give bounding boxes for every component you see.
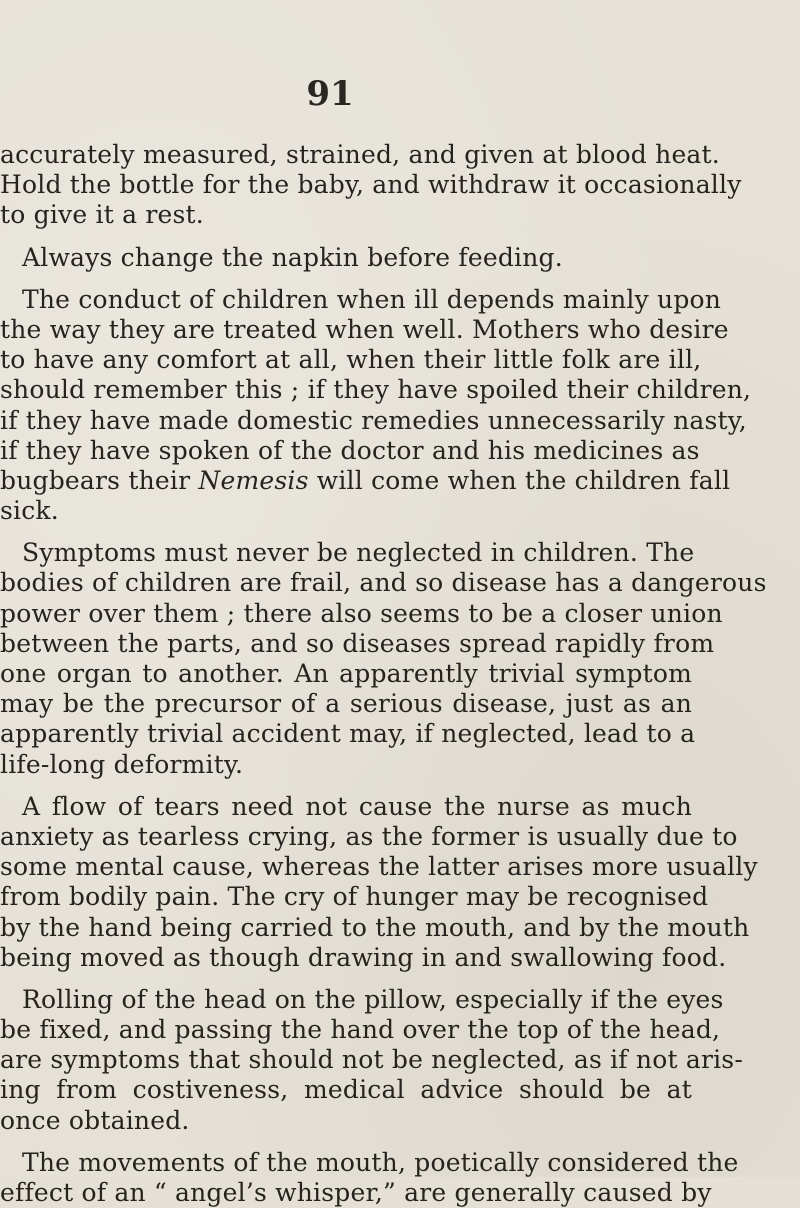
paragraph	[0, 1147, 739, 1208]
text-line: accurately measured, strained, and given at blood heat.	[0, 140, 720, 169]
text-line: the way they are treated when well. Mothers who desire	[0, 314, 729, 344]
paragraph	[0, 538, 767, 780]
text-line: The conduct of children when ill depends mainly upon	[22, 284, 722, 314]
paragraph-gap	[0, 273, 692, 285]
text-line: anxiety as tearless crying, as the former is usually due to	[0, 821, 738, 851]
text-line: Hold the bottle for the baby, and withdraw it occasionally	[0, 170, 742, 200]
text-line: are symptoms that should not be neglected, as if not aris-	[0, 1045, 743, 1075]
text-line: Symptoms must never be neglected in children. The	[22, 538, 695, 568]
text-line: effect of an “ angel’s whisper,” are generally caused by	[0, 1178, 712, 1207]
text-line: if they have made domestic remedies unnecessarily nasty,	[0, 405, 747, 435]
paragraph	[0, 140, 742, 231]
paragraph-gap	[0, 526, 692, 538]
paragraph-gap	[0, 973, 692, 985]
text-line: between the parts, and so diseases spread rapidly from	[0, 628, 715, 658]
text-line: be fixed, and passing the hand over the top of the head,	[0, 1015, 721, 1045]
paragraph-gap	[0, 231, 692, 243]
italic-word: Nemesis	[198, 465, 309, 495]
text-line: sick.	[0, 496, 59, 526]
paragraph	[0, 284, 752, 527]
text-line: to give it a rest.	[0, 200, 204, 230]
paragraph	[0, 243, 692, 273]
text-line: bodies of children are frail, and so disease has a dangerous	[0, 568, 767, 598]
text-line: apparently trivial accident may, if neglected, lead to a	[0, 719, 696, 749]
text-line: one organ to another. An apparently trivial symptom	[0, 659, 692, 688]
text-line: Rolling of the head on the pillow, especially if the eyes	[22, 984, 724, 1014]
paragraph-gap	[0, 780, 692, 792]
paragraph-gap	[0, 1136, 692, 1148]
text-line: by the hand being carried to the mouth, and by the mouth	[0, 912, 750, 942]
page-number: 91	[306, 74, 354, 114]
text-line: A flow of tears need not cause the nurse as much	[22, 791, 692, 821]
paragraph	[0, 791, 758, 973]
text-line: should remember this ; if they have spoiled their children,	[0, 375, 752, 405]
text-line: power over them ; there also seems to be a closer union	[0, 598, 723, 628]
text-line: if they have spoken of the doctor and his medicines as	[0, 435, 700, 465]
text-line: The movements of the mouth, poetically considered the	[22, 1147, 739, 1177]
text-line: some mental cause, whereas the latter arises more usually	[0, 852, 758, 882]
text-line: Always change the napkin before feeding.	[22, 242, 563, 272]
text-line: life-long deformity.	[0, 749, 244, 779]
text-line: being moved as though drawing in and swallowing food.	[0, 942, 727, 972]
text-line: from bodily pain. The cry of hunger may be recognised	[0, 882, 709, 912]
text-line: to have any comfort at all, when their little folk are ill,	[0, 345, 702, 375]
text-line: ing from costiveness, medical advice should be at	[0, 1075, 692, 1105]
body-text	[0, 140, 767, 1208]
text-line: bugbears their Nemesis will come when the children fall	[0, 465, 731, 495]
paragraph	[0, 984, 743, 1136]
text-line: may be the precursor of a serious disease, just as an	[0, 689, 692, 719]
text-line: once obtained.	[0, 1105, 190, 1135]
